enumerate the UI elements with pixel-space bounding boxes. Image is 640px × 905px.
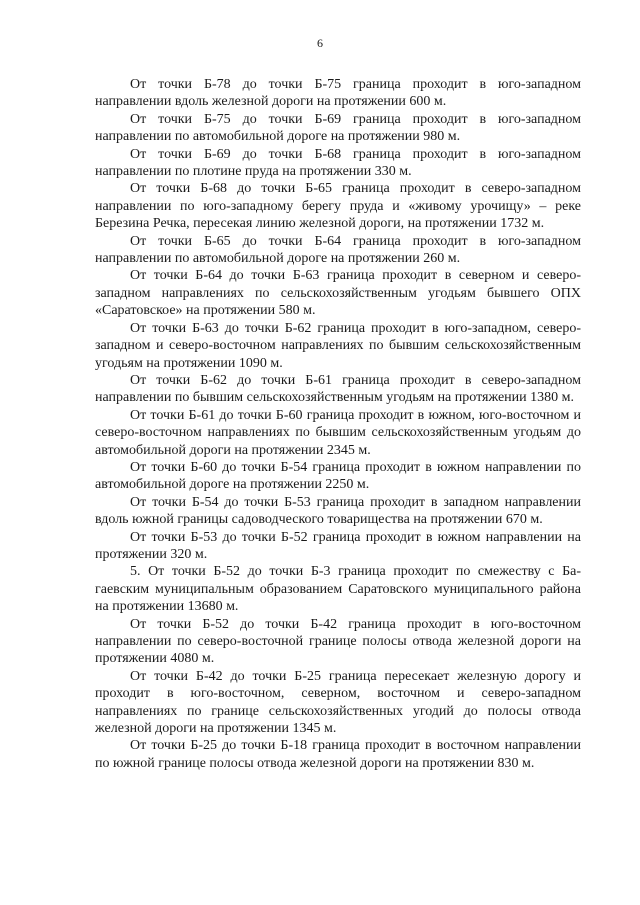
paragraph: От точки Б-53 до точки Б-52 граница проходит в южном направлении на протяжении 320 м. [95, 529, 581, 562]
paragraph: От точки Б-52 до точки Б-42 граница проходит в юго-восточном направлении по северо-восточной границе полосы отвода железной дороги на протяжении 4080 м. [95, 616, 581, 667]
paragraph: От точки Б-75 до точки Б-69 граница проходит в юго-западном направлении по автомобильной дороге на протяжении 980 м. [95, 111, 581, 145]
paragraph: От точки Б-63 до точки Б-62 граница проходит в юго-западном, северо-западном и северо-восточном направлениях по бывшим сельскохозяйственным угодьям на протяжении 1090 м. [95, 320, 581, 371]
paragraph: От точки Б-42 до точки Б-25 граница пересекает железную дорогу и проходит в юго-восточном, северном, восточном и северо-западном направлениях по границе сельскохозяйственных угодий до полосы отвода железной дороги на протяжении 1345 м. [95, 668, 581, 737]
document-body [95, 76, 581, 772]
paragraph: 5. От точки Б-52 до точки Б-3 граница проходит по смежеству с Багаевским муниципальным образованием Саратовского муниципального района на протяжении 13680 м. [95, 564, 581, 615]
paragraph: От точки Б-65 до точки Б-64 граница проходит в юго-западном направлении по автомобильной дороге на протяжении 260 м. [95, 233, 581, 267]
paragraph: От точки Б-64 до точки Б-63 граница проходит в северном и северо-западном направлениях по сельскохозяйственным угодьям бывшего ОПХ «Саратовское» на протяжении 580 м. [95, 268, 581, 319]
paragraph: От точки Б-61 до точки Б-60 граница проходит в южном, юго-восточном и северо-восточном направлениях по бывшим сельскохозяйственным угодьям до автомобильной дороги на протяжении 2345 м. [95, 407, 581, 458]
paragraph: От точки Б-69 до точки Б-68 граница проходит в юго-западном направлении по плотине пруда на протяжении 330 м. [95, 146, 581, 180]
page-number: 6 [317, 36, 323, 50]
paragraph: От точки Б-54 до точки Б-53 граница проходит в западном направлении вдоль южной границы садоводческого товарищества на протяжении 670 м. [95, 494, 581, 528]
paragraph: От точки Б-68 до точки Б-65 граница проходит в северо-западном направлении по юго-западному берегу пруда и «живому урочищу» – реке Березина Речка, пересекая линию железной дороги, на протяжении 1732 м. [95, 181, 581, 232]
paragraph: От точки Б-78 до точки Б-75 граница проходит в юго-западном направлении вдоль железной дороги на протяжении 600 м. [95, 77, 581, 110]
paragraph: От точки Б-60 до точки Б-54 граница проходит в южном направлении по автомобильной дороге на протяжении 2250 м. [95, 459, 581, 493]
paragraph: От точки Б-62 до точки Б-61 граница проходит в северо-западном направлении по бывшим сельскохозяйственным угодьям на протяжении 1380 м. [95, 372, 581, 406]
paragraph: От точки Б-25 до точки Б-18 граница проходит в восточном направлении по южной границе полосы отвода железной дороги на протяжении 830 м. [95, 738, 581, 771]
